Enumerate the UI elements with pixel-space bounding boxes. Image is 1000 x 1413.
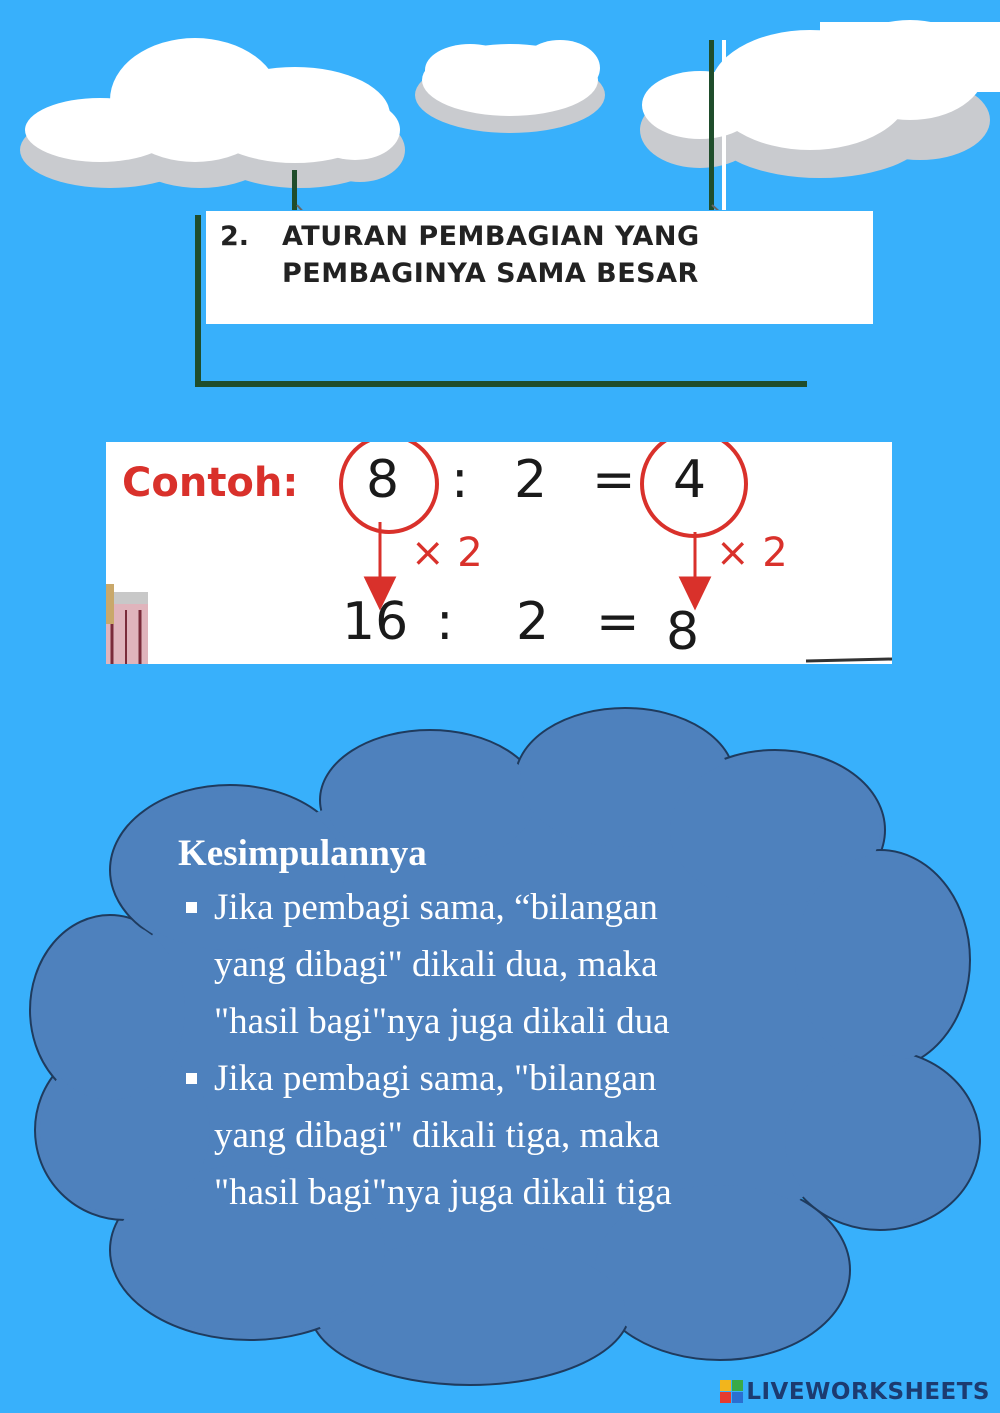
bullet-icon bbox=[186, 902, 197, 913]
example-label: Contoh: bbox=[122, 460, 299, 506]
multiplier-right: × 2 bbox=[716, 530, 788, 576]
conclusion-item-line: yang dibagi" dikali dua, maka bbox=[214, 944, 658, 985]
row1-equals: = bbox=[592, 450, 636, 510]
liveworksheets-logo-icon bbox=[720, 1380, 744, 1404]
conclusion-block bbox=[178, 832, 818, 1221]
title-number: 2. bbox=[220, 221, 250, 252]
watermark bbox=[720, 1378, 990, 1406]
title-line-1: ATURAN PEMBAGIAN YANG bbox=[282, 221, 700, 252]
conclusion-item-line: yang dibagi" dikali tiga, maka bbox=[214, 1115, 660, 1156]
conclusion-item bbox=[178, 879, 818, 1050]
conclusion-item bbox=[178, 1050, 818, 1221]
multiplier-left: × 2 bbox=[411, 530, 483, 576]
row2-equals: = bbox=[596, 592, 640, 652]
conclusion-item-line: Jika pembagi sama, “bilangan bbox=[214, 887, 658, 928]
row2-dividend: 16 bbox=[342, 592, 409, 652]
row1-divisor: 2 bbox=[514, 450, 548, 510]
row2-divisor: 2 bbox=[516, 592, 550, 652]
row2-result: 8 bbox=[666, 602, 700, 662]
bullet-icon bbox=[186, 1073, 197, 1084]
title-line-2: PEMBAGINYA SAMA BESAR bbox=[282, 258, 699, 289]
conclusion-title: Kesimpulannya bbox=[178, 833, 427, 874]
row2-op: : bbox=[436, 592, 454, 652]
watermark-text: LIVEWORKSHEETS bbox=[746, 1379, 990, 1405]
conclusion-item-line: Jika pembagi sama, "bilangan bbox=[214, 1058, 657, 1099]
row1-dividend: 8 bbox=[366, 450, 400, 510]
row1-result: 4 bbox=[673, 450, 707, 510]
row1-op: : bbox=[451, 450, 469, 510]
conclusion-item-line: "hasil bagi"nya juga dikali tiga bbox=[214, 1172, 672, 1213]
conclusion-item-line: "hasil bagi"nya juga dikali dua bbox=[214, 1001, 670, 1042]
